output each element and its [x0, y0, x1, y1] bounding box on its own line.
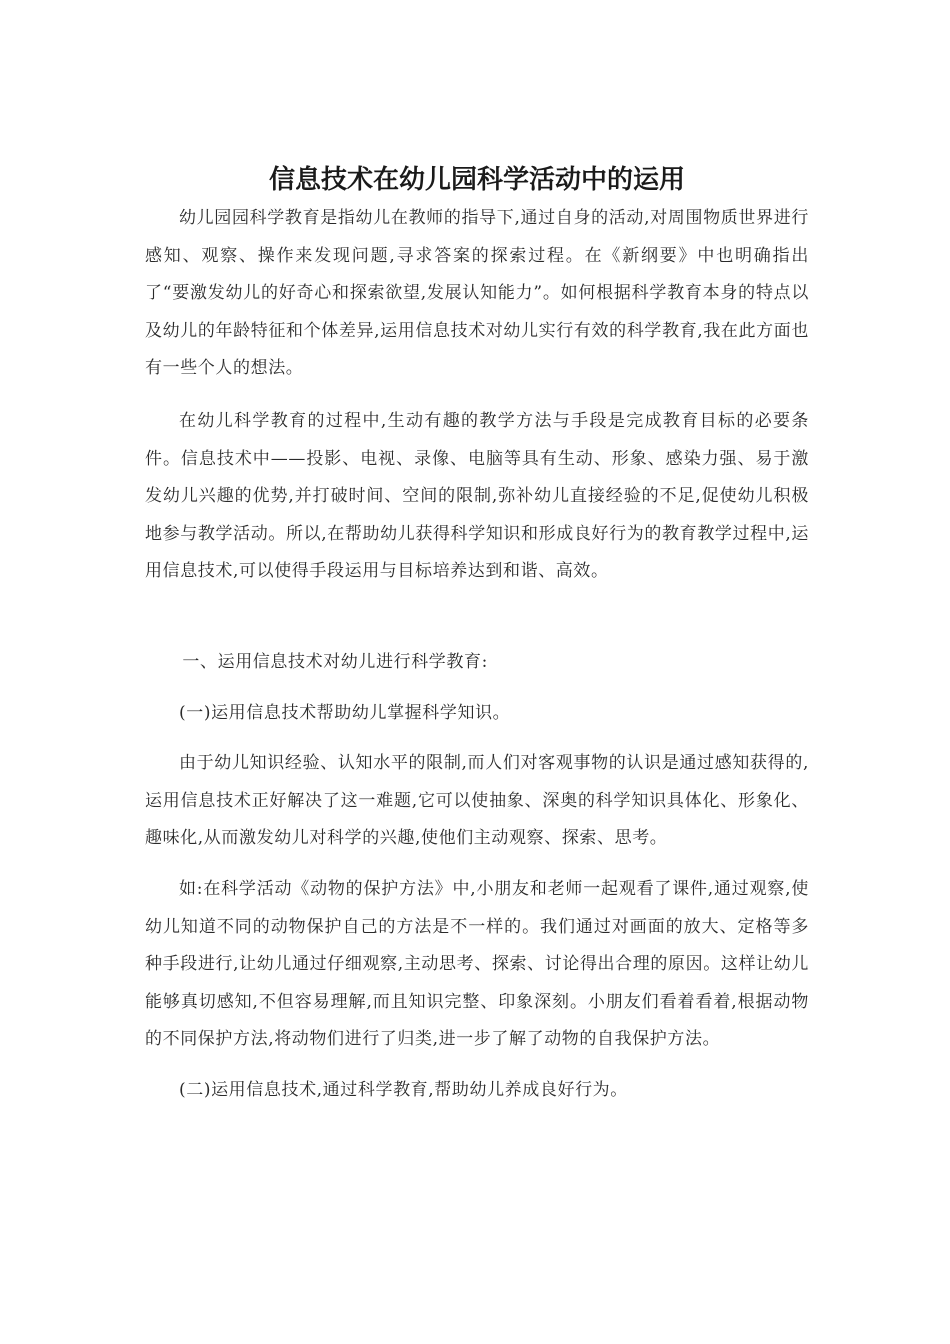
methods-paragraph: 在幼儿科学教育的过程中,生动有趣的教学方法与手段是完成教育目标的必要条件。信息技术中——投影、电视、录像、电脑等具有生动、形象、感染力强、易于激发幼儿兴趣的优势,并打破时间、空间的限制,弥补幼儿直接经验的不足,促使幼儿积极地参与教学活动。所以,在帮助幼儿获得科学知识和形成良好行为的教育教学过程中,运用信息技术,可以使得手段运用与目标培养达到和谐、高效。 — [145, 410, 809, 582]
knowledge-paragraph: 由于幼儿知识经验、认知水平的限制,而人们对客观事物的认识是通过感知获得的,运用信息技术正好解决了这一难题,它可以使抽象、深奥的科学知识具体化、形象化、趣味化,从而激发幼儿对科学的兴趣,使他们主动观察、探索、思考。 — [145, 753, 809, 849]
section-heading: 一、运用信息技术对幼儿进行科学教育: — [182, 651, 488, 672]
subsection-heading-2: (二)运用信息技术,通过科学教育,帮助幼儿养成良好行为。 — [179, 1079, 628, 1100]
intro-paragraph: 幼儿园园科学教育是指幼儿在教师的指导下,通过自身的活动,对周围物质世界进行感知、观察、操作来发现问题,寻求答案的探索过程。在《新纲要》中也明确指出了“要激发幼儿的好奇心和探索欲望,发展认知能力”。如何根据科学教育本身的特点以及幼儿的年龄特征和个体差异,运用信息技术对幼儿实行有效的科学教育,我在此方面也有一些个人的想法。 — [145, 208, 809, 379]
document-body — [145, 160, 809, 1109]
document-title: 信息技术在幼儿园科学活动中的运用 — [268, 165, 685, 195]
subsection-heading-1: (一)运用信息技术帮助幼儿掌握科学知识。 — [179, 702, 511, 723]
example-paragraph: 如:在科学活动《动物的保护方法》中,小朋友和老师一起观看了课件,通过观察,使幼儿知道不同的动物保护自己的方法是不一样的。我们通过对画面的放大、定格等多种手段进行,让幼儿通过仔细观察,主动思考、探索、讨论得出合理的原因。这样让幼儿能够真切感知,不但容易理解,而且知识完整、印象深刻。小朋友们看着看着,根据动物的不同保护方法,将动物们进行了归类,进一步了解了动物的自我保护方法。 — [145, 878, 809, 1050]
